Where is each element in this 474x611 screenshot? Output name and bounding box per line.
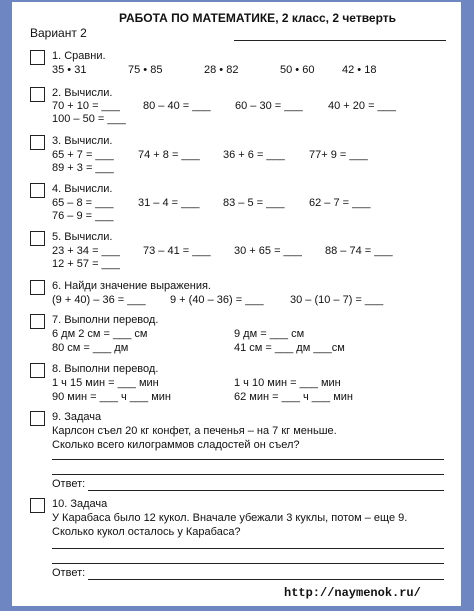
task-4-title: 4. Вычисли. — [52, 183, 113, 195]
task-5-checkbox[interactable] — [30, 231, 45, 246]
task-8-item: 62 мин = ___ ч ___ мин — [234, 391, 353, 403]
task-8-title: 8. Выполни перевод. — [52, 363, 159, 375]
task-10-checkbox[interactable] — [30, 498, 45, 513]
task-3-item: 65 + 7 = ___ — [52, 149, 114, 161]
task-3-checkbox[interactable] — [30, 135, 45, 150]
task-1-item: 28 • 82 — [204, 64, 239, 76]
task-10-answer-label: Ответ: — [52, 567, 86, 579]
task-2-item: 80 – 40 = ___ — [143, 100, 211, 112]
task-10-text-line: У Карабаса было 12 кукол. Вначале убежали 3 куклы, потом – еще 9. — [52, 512, 408, 524]
task-1-item: 50 • 60 — [280, 64, 315, 76]
task-10-title: 10. Задача — [52, 498, 108, 510]
task-7-item: 6 дм 2 см = ___ см — [52, 328, 148, 340]
task-10-work-line[interactable] — [52, 548, 444, 549]
task-8-item: 90 мин = ___ ч ___ мин — [52, 391, 171, 403]
task-9-title: 9. Задача — [52, 411, 102, 423]
task-4-item: 76 – 9 = ___ — [52, 210, 114, 222]
task-2-item: 40 + 20 = ___ — [328, 100, 396, 112]
task-7-title: 7. Выполни перевод. — [52, 314, 159, 326]
task-10-text-line: Сколько кукол осталось у Карабаса? — [52, 526, 241, 538]
task-9-text-line: Карлсон съел 20 кг конфет, а печенья – на 7 кг меньше. — [52, 425, 337, 437]
task-10-answer-line[interactable] — [88, 579, 444, 580]
task-6-item: (9 + 40) – 36 = ___ — [52, 294, 146, 306]
task-1-item: 75 • 85 — [128, 64, 163, 76]
task-5-item: 23 + 34 = ___ — [52, 245, 120, 257]
task-3-item: 77+ 9 = ___ — [309, 149, 368, 161]
task-7-item: 9 дм = ___ см — [234, 328, 305, 340]
task-9-work-line[interactable] — [52, 459, 444, 460]
task-9-answer-line[interactable] — [88, 490, 444, 491]
task-3-item: 36 + 6 = ___ — [223, 149, 285, 161]
task-9-checkbox[interactable] — [30, 411, 45, 426]
variant-label: Вариант 2 — [30, 26, 87, 40]
task-1-item: 42 • 18 — [342, 64, 377, 76]
task-1-checkbox[interactable] — [30, 50, 45, 65]
task-7-item: 80 см = ___ дм — [52, 342, 129, 354]
task-1-title: 1. Сравни. — [52, 50, 106, 62]
task-2-item: 60 – 30 = ___ — [235, 100, 303, 112]
footer-url[interactable]: http://naymenok.ru/ — [284, 586, 421, 600]
task-5-title: 5. Вычисли. — [52, 231, 113, 243]
task-2-item: 70 + 10 = ___ — [52, 100, 120, 112]
task-9-text-line: Сколько всего килограммов сладостей он съел? — [52, 439, 300, 451]
task-1-item: 35 • 31 — [52, 64, 87, 76]
task-2-item: 100 – 50 = ___ — [52, 113, 126, 125]
task-2-checkbox[interactable] — [30, 87, 45, 102]
task-7-checkbox[interactable] — [30, 314, 45, 329]
task-4-item: 83 – 5 = ___ — [223, 197, 285, 209]
page-title: РАБОТА ПО МАТЕМАТИКЕ, 2 класс, 2 четверть — [119, 11, 397, 25]
task-4-item: 62 – 7 = ___ — [309, 197, 371, 209]
task-10-work-line[interactable] — [52, 563, 444, 564]
task-7-item: 41 см = ___ дм ___см — [234, 342, 345, 354]
task-6-title: 6. Найди значение выражения. — [52, 280, 211, 292]
task-8-checkbox[interactable] — [30, 363, 45, 378]
task-9-work-line[interactable] — [52, 474, 444, 475]
task-3-item: 89 + 3 = ___ — [52, 162, 114, 174]
task-5-item: 88 – 74 = ___ — [325, 245, 393, 257]
worksheet — [12, 2, 461, 606]
task-5-item: 30 + 65 = ___ — [234, 245, 302, 257]
task-6-item: 9 + (40 – 36) = ___ — [170, 294, 264, 306]
task-4-item: 65 – 8 = ___ — [52, 197, 114, 209]
task-5-item: 12 + 57 = ___ — [52, 258, 120, 270]
task-4-item: 31 – 4 = ___ — [138, 197, 200, 209]
task-4-checkbox[interactable] — [30, 183, 45, 198]
task-6-checkbox[interactable] — [30, 280, 45, 295]
task-9-answer-label: Ответ: — [52, 478, 86, 490]
task-8-item: 1 ч 10 мин = ___ мин — [234, 377, 341, 389]
task-2-title: 2. Вычисли. — [52, 87, 113, 99]
name-line — [234, 40, 446, 41]
task-8-item: 1 ч 15 мин = ___ мин — [52, 377, 159, 389]
task-6-item: 30 – (10 – 7) = ___ — [290, 294, 384, 306]
task-3-item: 74 + 8 = ___ — [138, 149, 200, 161]
task-3-title: 3. Вычисли. — [52, 135, 113, 147]
task-5-item: 73 – 41 = ___ — [143, 245, 211, 257]
